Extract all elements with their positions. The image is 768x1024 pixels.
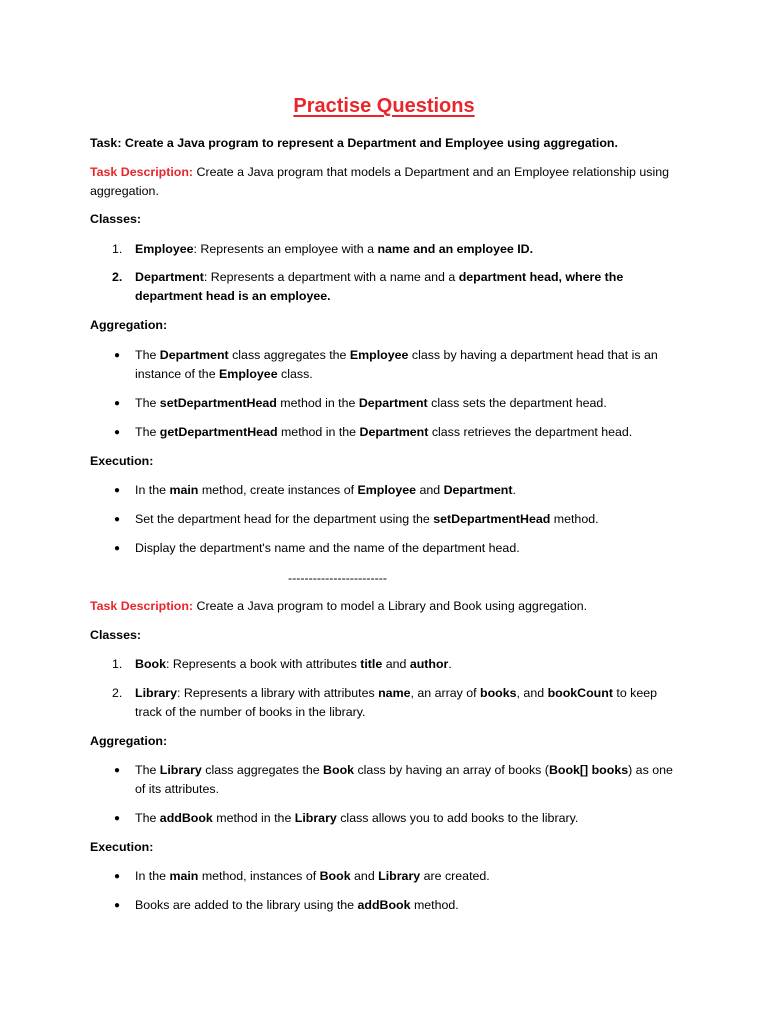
text-run: The xyxy=(135,811,160,825)
page-title: Practise Questions xyxy=(293,95,475,117)
bold-text-run: Department xyxy=(359,425,429,439)
text-run: : Represents a book with attributes xyxy=(165,657,361,671)
task-description-2 xyxy=(90,597,690,616)
text-run: are created. xyxy=(420,869,490,883)
text-run: : Represents a library with attributes xyxy=(177,686,379,700)
bold-text-run: title xyxy=(360,657,383,671)
aggregation-heading: Aggregation: xyxy=(90,318,168,332)
text-run: . xyxy=(448,657,452,671)
bold-text-run: Employee xyxy=(357,483,417,497)
text-run: method, create instances of xyxy=(198,483,358,497)
text-run: In the xyxy=(135,483,170,497)
bold-text-run: name xyxy=(378,686,411,700)
classes-heading: Classes: xyxy=(90,212,141,226)
list-item-text xyxy=(135,896,675,915)
text-run: The xyxy=(135,425,160,439)
text-run: class retrieves the department head. xyxy=(428,425,633,439)
bold-text-run: Department xyxy=(358,396,428,410)
bold-text-run: Department xyxy=(159,348,229,362)
list-item-text xyxy=(135,510,675,529)
text-run: : Represents a department with a name and a xyxy=(203,270,459,284)
bold-text-run: department head, where the department head is an employee. xyxy=(135,270,624,303)
bold-text-run: main xyxy=(169,869,199,883)
list-item-text xyxy=(135,655,675,674)
text-run: class allows you to add books to the library. xyxy=(336,811,579,825)
task-description-label: Task Description: xyxy=(90,165,194,179)
task-description-label: Task Description: xyxy=(90,599,194,613)
list-number: 1. xyxy=(112,242,123,256)
bold-text-run: Library xyxy=(378,869,421,883)
bold-text-run: Department xyxy=(135,270,204,284)
section-separator: ------------------------ xyxy=(288,571,388,585)
classes-heading: Classes: xyxy=(90,628,141,642)
list-item-text xyxy=(135,240,675,259)
list-item-text xyxy=(135,684,675,722)
list-item-text xyxy=(135,423,675,442)
bullet-icon: ● xyxy=(114,813,121,824)
list-item-text xyxy=(135,481,675,500)
execution-heading: Execution: xyxy=(90,840,154,854)
text-run: method in the xyxy=(277,425,360,439)
text-run: method in the xyxy=(276,396,359,410)
text-run: In the xyxy=(135,869,170,883)
text-run: The xyxy=(135,763,160,777)
bold-text-run: Book xyxy=(323,763,355,777)
aggregation-heading: Aggregation: xyxy=(90,734,168,748)
bold-text-run: Book[] books xyxy=(548,763,629,777)
text-run: class by having an array of books ( xyxy=(354,763,549,777)
text-run: Display the department's name and the name of the department head. xyxy=(135,541,520,555)
bullet-icon: ● xyxy=(114,765,121,776)
text-run: to keep track of the number of books in the library. xyxy=(135,686,658,719)
bold-text-run: Department xyxy=(443,483,513,497)
text-run: method. xyxy=(410,898,459,912)
bold-text-run: Employee xyxy=(349,348,409,362)
text-run: Books are added to the library using the xyxy=(135,898,358,912)
text-run: method, instances of xyxy=(198,869,320,883)
list-item-text xyxy=(135,809,675,828)
list-item-text xyxy=(135,394,675,413)
bullet-icon: ● xyxy=(114,398,121,409)
text-run: , an array of xyxy=(410,686,481,700)
text-run: ) as one of its attributes. xyxy=(135,763,673,796)
bullet-icon: ● xyxy=(114,543,121,554)
execution-heading: Execution: xyxy=(90,454,154,468)
list-number: 1. xyxy=(112,657,123,671)
bold-text-run: setDepartmentHead xyxy=(159,396,277,410)
bold-text-run: Library xyxy=(294,811,337,825)
bold-text-run: Book xyxy=(319,869,351,883)
bold-text-run: Employee xyxy=(219,367,278,381)
bold-text-run: Employee xyxy=(135,242,194,256)
text-run: and xyxy=(350,869,379,883)
bold-text-run: Library xyxy=(159,763,202,777)
text-run: method. xyxy=(550,512,599,526)
bold-text-run: books xyxy=(480,686,517,700)
bold-text-run: Library xyxy=(135,686,178,700)
bullet-icon: ● xyxy=(114,900,121,911)
task-line: Task: Create a Java program to represent a Department and Employee using aggregation. xyxy=(90,136,618,150)
bullet-icon: ● xyxy=(114,350,121,361)
list-item-text xyxy=(135,761,675,799)
task-description-text: Create a Java program that models a Department and an Employee relationship using aggregation. xyxy=(90,165,669,198)
task-description-1 xyxy=(90,163,690,201)
list-number: 2. xyxy=(112,686,123,700)
text-run: class by having a department head that is an instance of the xyxy=(135,348,658,381)
bold-text-run: main xyxy=(169,483,199,497)
bullet-icon: ● xyxy=(114,427,121,438)
text-run: class aggregates the xyxy=(228,348,350,362)
text-run: class. xyxy=(277,367,313,381)
list-item-text xyxy=(135,539,675,558)
text-run: . xyxy=(512,483,516,497)
text-run: Set the department head for the department using the xyxy=(135,512,434,526)
text-run: : Represents an employee with a xyxy=(193,242,378,256)
bold-text-run: Book xyxy=(135,657,166,671)
bold-text-run: addBook xyxy=(159,811,213,825)
bold-text-run: bookCount xyxy=(547,686,613,700)
list-number: 2. xyxy=(112,270,123,284)
bullet-icon: ● xyxy=(114,871,121,882)
text-run: and xyxy=(416,483,444,497)
bullet-icon: ● xyxy=(114,514,121,525)
text-run: method in the xyxy=(212,811,295,825)
text-run: and xyxy=(382,657,410,671)
text-run: The xyxy=(135,396,160,410)
bold-text-run: name and an employee ID. xyxy=(377,242,534,256)
text-run: class aggregates the xyxy=(201,763,324,777)
bold-text-run: setDepartmentHead xyxy=(433,512,551,526)
bullet-icon: ● xyxy=(114,485,121,496)
task-description-text: Create a Java program to model a Library and Book using aggregation. xyxy=(193,599,588,613)
bold-text-run: author xyxy=(409,657,449,671)
text-run: class sets the department head. xyxy=(427,396,607,410)
bold-text-run: addBook xyxy=(357,898,411,912)
list-item-text xyxy=(135,867,675,886)
list-item-text xyxy=(135,346,675,384)
text-run: The xyxy=(135,348,160,362)
list-item-text xyxy=(135,268,675,306)
bold-text-run: getDepartmentHead xyxy=(159,425,278,439)
text-run: , and xyxy=(516,686,548,700)
